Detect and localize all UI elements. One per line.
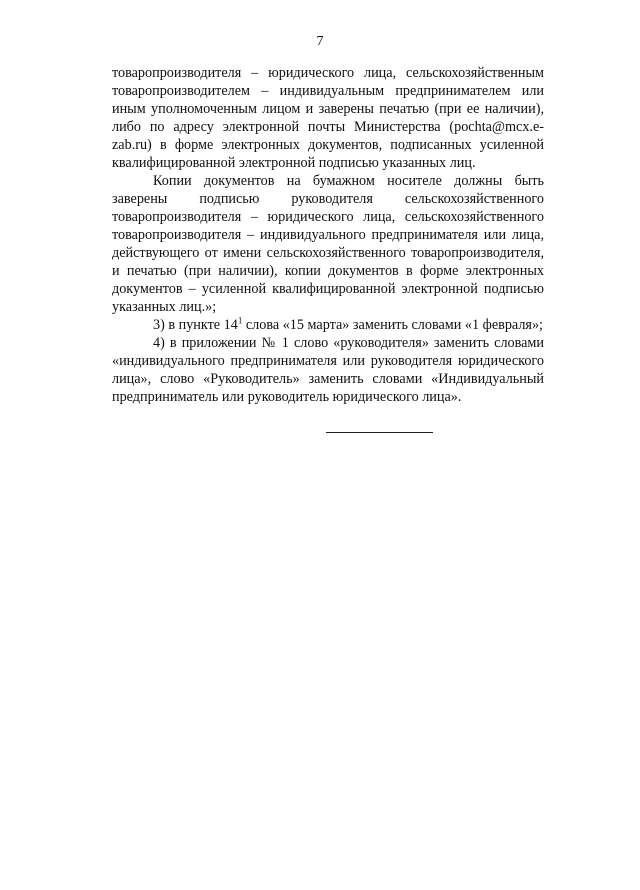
document-body xyxy=(112,64,544,406)
item-3-text-end: слова «15 марта» заменить словами «1 февраля»; xyxy=(242,317,543,333)
paragraph-item-3 xyxy=(112,316,544,334)
paragraph-copies-requirements: Копии документов на бумажном носителе должны быть заверены подписью руководителя сельскохозяйственного товаропроизводителя – юридического лица, сельскохозяйственного товаропроизводителя – индивидуального предпринимателя или лица, действующего от имени сельскохозяйственного товаропроизводителя, и печатью (при наличии), копии документов в форме электронных документов – усиленной квалифицированной электронной подписью указанных лиц.»; xyxy=(112,173,544,315)
paragraph-continuation: товаропроизводителя – юридического лица, сельскохозяйственным товаропроизводителем – индивидуальным предпринимателем или иным уполномоченным лицом и заверены печатью (при ее наличии), либо по адресу электронной почты Министерства (pochta@mcx.e-zab.ru) в форме электронных документов, подписанных усиленной квалифицированной электронной подписью указанных лиц. xyxy=(112,65,544,171)
item-3-superscript: 1 xyxy=(237,315,243,326)
end-of-document-rule xyxy=(326,432,433,433)
item-3-text-start: 3) в пункте 14 xyxy=(153,317,238,333)
paragraph-item-4: 4) в приложении № 1 слово «руководителя» заменить словами «индивидуального предпринимателя или руководителя юридического лица», слово «Руководитель» заменить словами «Индивидуальный предприниматель или руководитель юридического лица». xyxy=(112,335,544,405)
page-number: 7 xyxy=(316,34,324,49)
